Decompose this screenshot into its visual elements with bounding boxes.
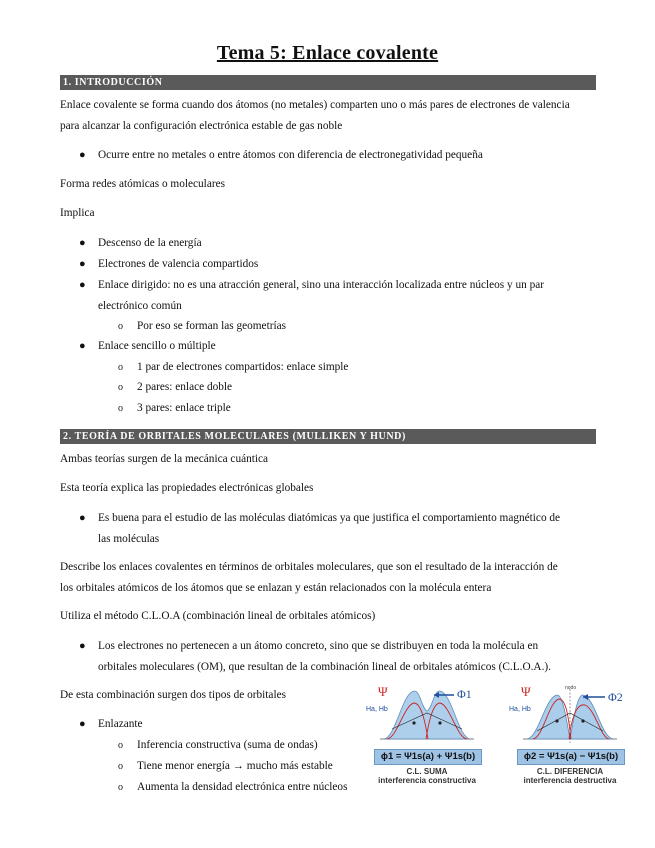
paragraph: Implica	[60, 207, 95, 219]
list-item: Los electrones no pertenecen a un átomo concreto, sino que se distribuyen en toda la molécula en	[98, 640, 539, 652]
sub-list-item: Aumenta la densidad electrónica entre núcleos	[137, 781, 348, 793]
paragraph: los orbitales atómicos de los átomos que se enlazan y están relacionados con la molécula entera	[60, 582, 492, 594]
figure-cl-diferencia	[505, 683, 635, 791]
list-item-continuation: electrónico común	[98, 300, 182, 312]
list-item: Descenso de la energía	[98, 237, 202, 249]
equation-box: ϕ2 = Ψ1s(a) − Ψ1s(b)	[517, 749, 625, 765]
paragraph: Utiliza el método C.L.O.A (combinación lineal de orbitales atómicos)	[60, 610, 376, 622]
antibonding-orbital-diagram	[505, 683, 635, 749]
paragraph: Esta teoría explica las propiedades electrónicas globales	[60, 482, 314, 494]
paragraph: De esta combinación surgen dos tipos de orbitales	[60, 689, 286, 701]
phi-label: Φ2	[608, 690, 623, 704]
figure-caption: C.L. DIFERENCIA	[536, 767, 604, 776]
sub-list-item: Tiene menor energía → mucho más estable	[137, 760, 333, 772]
sub-list-item: Por eso se forman las geometrías	[137, 320, 287, 332]
sub-bullet-icon: o	[118, 782, 123, 793]
bullet-icon: ●	[79, 718, 86, 730]
sub-list-item: Inferencia constructiva (suma de ondas)	[137, 739, 318, 751]
phi-label: Φ1	[457, 687, 472, 701]
list-item: Electrones de valencia compartidos	[98, 258, 259, 270]
sub-bullet-icon: o	[118, 740, 123, 751]
sub-bullet-icon: o	[118, 382, 123, 393]
sub-bullet-icon: o	[118, 403, 123, 414]
section-header-tom: 2. TEORÍA DE ORBITALES MOLECULARES (MULLIKEN Y HUND)	[60, 429, 596, 444]
sub-bullet-icon: o	[118, 761, 123, 772]
list-item: Es buena para el estudio de las moléculas diatómicas ya que justifica el comportamiento magnético de	[98, 512, 561, 524]
sub-list-item: 1 par de electrones compartidos: enlace simple	[137, 361, 349, 373]
list-item: Enlace sencillo o múltiple	[98, 340, 216, 352]
paragraph: Ambas teorías surgen de la mecánica cuántica	[60, 453, 269, 465]
section-header-introduccion: 1. INTRODUCCIÓN	[60, 75, 596, 90]
bullet-icon: ●	[79, 149, 86, 161]
list-item-continuation: las moléculas	[98, 533, 160, 545]
figure-subcaption: interferencia constructiva	[378, 776, 476, 785]
psi-label: Ψ	[378, 684, 388, 699]
sub-list-item: 3 pares: enlace triple	[137, 402, 231, 414]
atoms-label: Ha, Hb	[509, 706, 531, 713]
equation-box: ϕ1 = Ψ1s(a) + Ψ1s(b)	[374, 749, 482, 765]
psi-label: Ψ	[521, 684, 531, 699]
bullet-icon: ●	[79, 340, 86, 352]
bullet-icon: ●	[79, 640, 86, 652]
list-item-continuation: orbitales moleculares (OM), que resultan de la combinación lineal de orbitales atómicos (C.L.O.A.).	[98, 661, 551, 673]
figure-subcaption: interferencia destructiva	[523, 776, 617, 785]
list-item: Enlace dirigido: no es una atracción general, sino una interacción localizada entre núcleos y un par	[98, 279, 545, 291]
bonding-orbital-diagram	[362, 683, 492, 749]
paragraph: Forma redes atómicas o moleculares	[60, 178, 226, 190]
sub-bullet-icon: o	[118, 321, 123, 332]
sub-bullet-icon: o	[118, 362, 123, 373]
paragraph: Enlace covalente se forma cuando dos átomos (no metales) comparten uno o más pares de electrones de valencia	[60, 99, 570, 111]
paragraph: Describe los enlaces covalentes en términos de orbitales moleculares, que son el resultado de la interacción de	[60, 561, 558, 573]
paragraph: para alcanzar la configuración electrónica estable de gas noble	[60, 120, 343, 132]
list-item: Enlazante	[98, 718, 143, 730]
figure-cl-suma	[362, 683, 492, 791]
sub-list-item: 2 pares: enlace doble	[137, 381, 233, 393]
figure-caption: C.L. SUMA	[406, 767, 448, 776]
bullet-icon: ●	[79, 237, 86, 249]
atoms-label: Ha, Hb	[366, 706, 388, 713]
bullet-icon: ●	[79, 258, 86, 270]
bullet-icon: ●	[79, 279, 86, 291]
bullet-icon: ●	[79, 512, 86, 524]
list-item: Ocurre entre no metales o entre átomos con diferencia de electronegatividad pequeña	[98, 149, 483, 161]
node-label: nodo	[565, 685, 577, 691]
page-title: Tema 5: Enlace covalente	[216, 42, 439, 64]
